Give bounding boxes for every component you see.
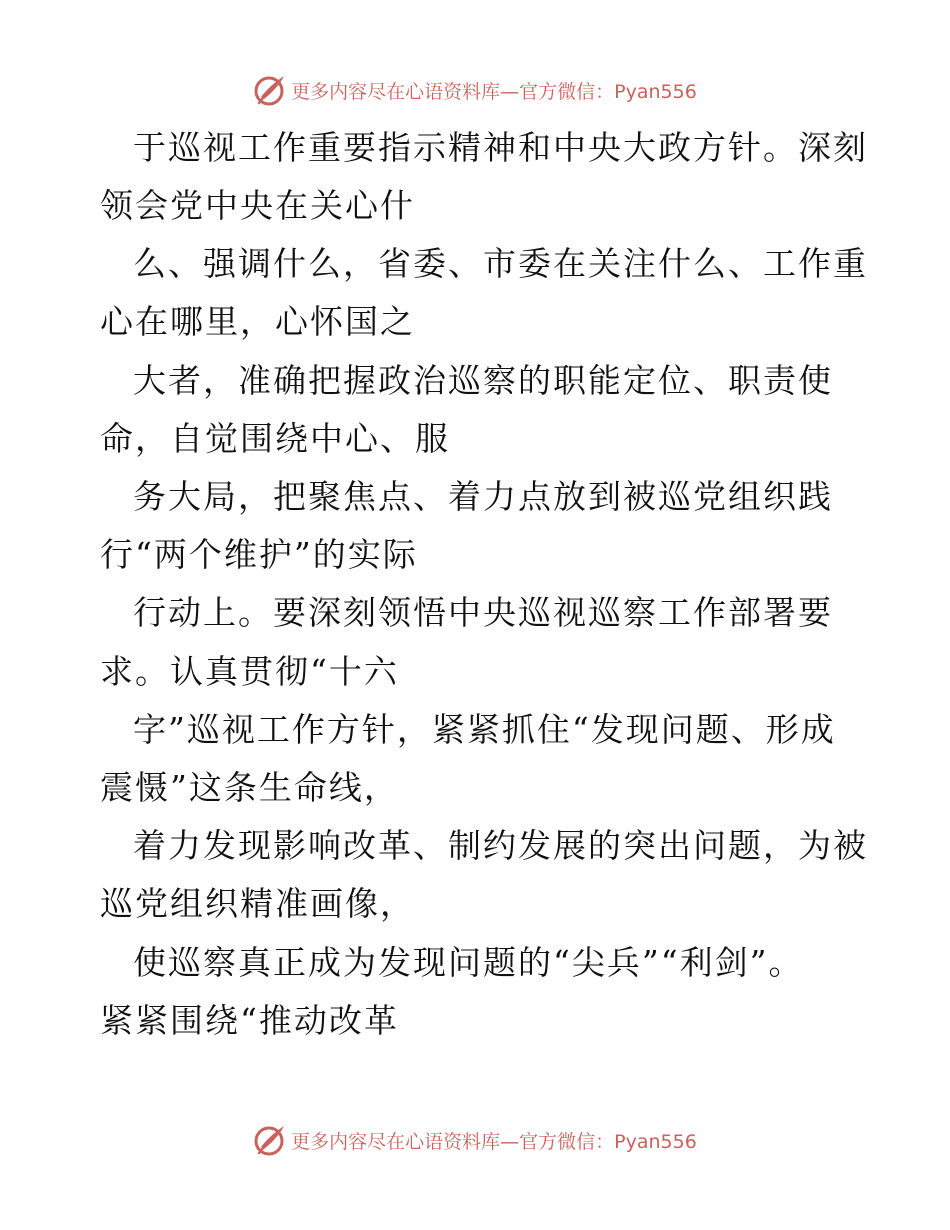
text-line: 字”巡视工作方针，紧紧抓住“发现问题、形成 <box>133 710 836 749</box>
text-line: 着力发现影响改革、制约发展的突出问题，为被 <box>133 826 868 865</box>
text-line: 行“两个维护”的实际 <box>100 535 418 574</box>
text-line: 求。认真贯彻“十六 <box>100 652 399 691</box>
text-line: 紧紧围绕“推动改革 <box>100 1001 399 1040</box>
text-line: 么、强调什么，省委、市委在关注什么、工作重 <box>133 244 868 283</box>
watermark-text: 更多内容尽在心语资料库—官方微信：Pyan556 <box>291 1130 697 1153</box>
text-line: 行动上。要深刻领悟中央巡视巡察工作部署要 <box>133 593 833 632</box>
watermark-text: 更多内容尽在心语资料库—官方微信：Pyan556 <box>291 80 697 103</box>
text-line: 领会党中央在关心什 <box>100 186 415 225</box>
feather-pen-logo-icon <box>253 1123 287 1157</box>
text-line: 大者，准确把握政治巡察的职能定位、职责使 <box>133 361 833 400</box>
text-line: 于巡视工作重要指示精神和中央大政方针。深刻 <box>133 128 868 167</box>
text-line: 心在哪里，心怀国之 <box>100 302 415 341</box>
text-line: 巡党组织精准画像， <box>100 884 415 923</box>
text-line: 命，自觉围绕中心、服 <box>100 419 450 458</box>
text-line: 使巡察真正成为发现问题的“尖兵”“利剑”。 <box>133 943 804 982</box>
text-line: 务大局，把聚焦点、着力点放到被巡党组织践 <box>133 477 833 516</box>
text-line: 震慑”这条生命线， <box>100 768 399 807</box>
watermark-footer <box>0 1120 950 1160</box>
